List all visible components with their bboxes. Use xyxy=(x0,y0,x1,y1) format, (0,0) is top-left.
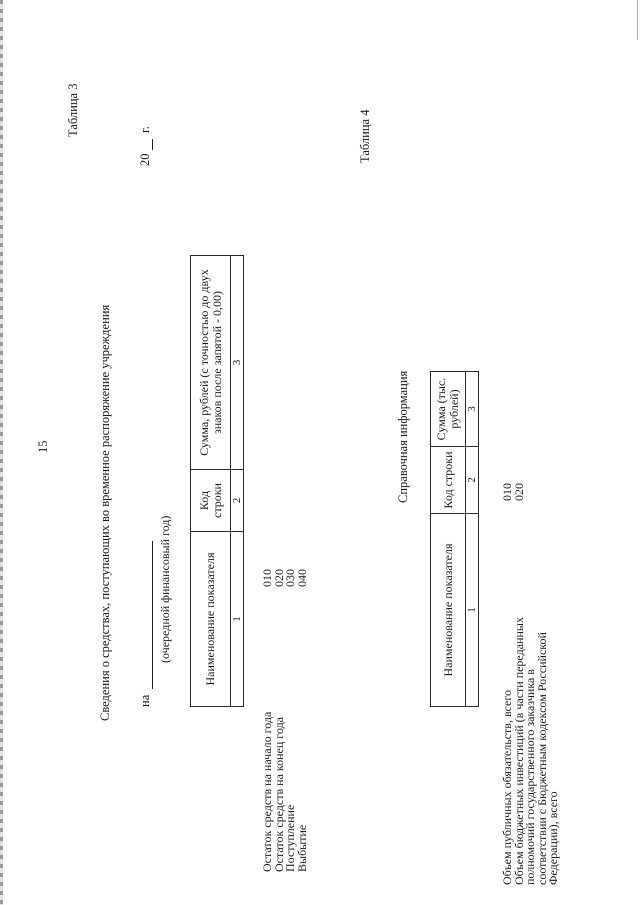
table3-header-code: Код строки xyxy=(191,470,231,532)
table3-date-year-line xyxy=(152,139,153,150)
table-row xyxy=(294,472,309,872)
row-label: соответствии с Бюджетным кодексом Российской xyxy=(534,632,549,885)
table4-caption: Таблица 4 xyxy=(358,109,372,163)
row-label: Федерации), всего xyxy=(546,791,560,885)
table3-colnum-3: 3 xyxy=(231,256,244,470)
table4-header-grid xyxy=(430,371,479,707)
row-label: Остаток средств на начало года xyxy=(260,711,274,872)
table3-date-suffix: г. xyxy=(138,126,152,133)
table3-date-line xyxy=(152,541,153,689)
table4-title: Справочная информация xyxy=(396,370,410,503)
table4-header-code: Код строки xyxy=(431,447,466,514)
table3-date-year: 20 xyxy=(138,153,152,166)
row-label: Поступление xyxy=(283,804,297,872)
row-code: 020 xyxy=(511,483,526,501)
table3-header-sum: Сумма, рублей (с точностью до двух знаков после запятой - 0,00) xyxy=(191,256,231,470)
table4-colnum-2: 2 xyxy=(466,447,479,514)
table4-header-name: Наименование показателя xyxy=(431,514,466,707)
table3-header-name: Наименование показателя xyxy=(191,532,231,707)
table3-caption: Таблица 3 xyxy=(66,83,80,137)
table3-colnum-2: 2 xyxy=(231,470,244,532)
row-label: полномочий государственного заказчика в xyxy=(523,669,537,885)
row-label: Выбытие xyxy=(294,824,309,872)
row-code: 040 xyxy=(294,569,309,587)
row-code: 010 xyxy=(500,483,514,501)
table4-header-sum: Сумма (тыс. рублей) xyxy=(431,372,466,447)
row-code: 010 xyxy=(260,569,274,587)
table3-title: Сведения о средствах, поступающих во временное распоряжение учреждения xyxy=(98,304,112,721)
row-code: 020 xyxy=(271,569,286,587)
table3-date-hint: (очередной финансовый год) xyxy=(158,515,172,663)
table4-rows xyxy=(502,385,560,885)
table3-header-grid xyxy=(190,255,244,707)
row-label: Объем публичных обязательств, всего xyxy=(500,690,514,885)
row-label: Объем бюджетных инвестиций (в части переданных xyxy=(511,617,526,885)
table3-date-prefix: на xyxy=(138,694,152,707)
table4-colnum-1: 1 xyxy=(466,514,479,707)
row-continuation xyxy=(548,385,560,885)
table-row xyxy=(285,472,297,872)
table4-colnum-3: 3 xyxy=(466,372,479,447)
table3-colnum-1: 1 xyxy=(231,532,244,707)
row-label: Остаток средств на конец года xyxy=(271,717,286,872)
row-code: 030 xyxy=(283,569,297,587)
page-number: 15 xyxy=(36,440,50,453)
table3-rows xyxy=(262,472,308,872)
